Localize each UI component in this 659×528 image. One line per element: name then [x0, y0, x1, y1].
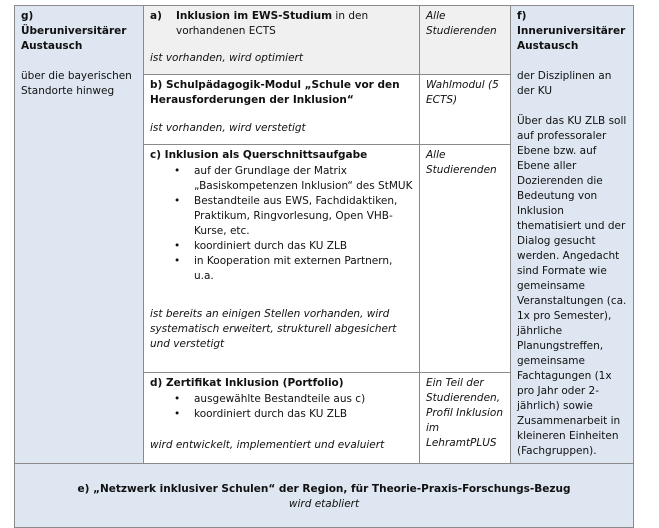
c-title: c) Inklusion als Querschnittsaufgabe: [150, 149, 368, 162]
inclusion-concept-table: [14, 5, 634, 528]
b-target: Wahlmodul (5 ECTS): [426, 79, 499, 107]
cell-g-external-exchange: [15, 6, 144, 464]
cell-b-target: [420, 75, 511, 145]
g-title: g) Überuniversitärer Austausch: [21, 10, 127, 52]
c-bullet-list: [150, 164, 413, 284]
f-text1: der Disziplinen an der KU: [517, 70, 612, 97]
a-label: a): [150, 10, 162, 22]
list-item: • Bestandteile aus EWS, Fachdidaktiken, Praktikum, Ringvorlesung, Open VHB-Kurse, etc.: [150, 194, 413, 239]
list-item: • koordiniert durch das KU ZLB: [150, 239, 413, 254]
d-status: wird entwickelt, implementiert und evaluiert: [150, 439, 385, 452]
list-item: • ausgewählte Bestandteile aus c): [150, 392, 413, 407]
cell-f-internal-exchange: [511, 6, 634, 464]
cell-a-target: [420, 6, 511, 75]
cell-a-ews-study: [144, 6, 420, 75]
list-item: • koordiniert durch das KU ZLB: [150, 407, 413, 422]
a-title-rest: in den vorhandenen ECTS: [176, 10, 369, 37]
a-target: Alle Studierenden: [426, 10, 497, 37]
e-status: wird etabliert: [288, 498, 360, 510]
a-status: ist vorhanden, wird optimiert: [150, 52, 303, 64]
g-text: über die bayerischen Standorte hinweg: [21, 70, 132, 97]
d-bullet-list: [150, 392, 413, 422]
list-item: • in Kooperation mit externen Partnern, u.a.: [150, 254, 413, 284]
c-status: ist bereits an einigen Stellen vorhanden, wird systematisch erweitert, strukturell abgesichert und verstetigt: [150, 308, 397, 351]
cell-c-cross-section: [144, 145, 420, 373]
cell-b-module: [144, 75, 420, 145]
f-text2: Über das KU ZLB soll auf professoraler Ebene bzw. auf Ebene aller Dozierenden die Bedeutung von Inklusion thematisiert und der Dialog gesucht werden. Angedacht sind Formate wie gemeinsame Veranstaltungen (ca. 1x pro Semester), jährliche Planungstreffen, gemeinsame Fachtagungen (1x pro Jahr oder 2-jährlich) sowie Zusammenarbeit in kleineren Einheiten (Fachgruppen).: [517, 115, 627, 457]
e-title: e) „Netzwerk inklusiver Schulen“ der Region, für Theorie-Praxis-Forschungs-Bezug: [77, 483, 571, 495]
a-title-bold: Inklusion im EWS-Studium: [176, 10, 333, 22]
d-target: Ein Teil der Studierenden, Profil Inklusion im LehramtPLUS: [426, 377, 503, 450]
cell-c-target: [420, 145, 511, 373]
d-title: d) Zertifikat Inklusion (Portfolio): [150, 377, 344, 390]
b-title: b) Schulpädagogik-Modul „Schule vor den Herausforderungen der Inklusion“: [150, 79, 400, 107]
c-target: Alle Studierenden: [426, 149, 497, 177]
list-item: • auf der Grundlage der Matrix „Basiskompetenzen Inklusion“ des StMUK: [150, 164, 413, 194]
f-title: f) Inneruniversitärer Austausch: [517, 10, 626, 52]
cell-d-certificate: [144, 373, 420, 464]
b-status: ist vorhanden, wird verstetigt: [150, 122, 306, 135]
cell-d-target: [420, 373, 511, 464]
